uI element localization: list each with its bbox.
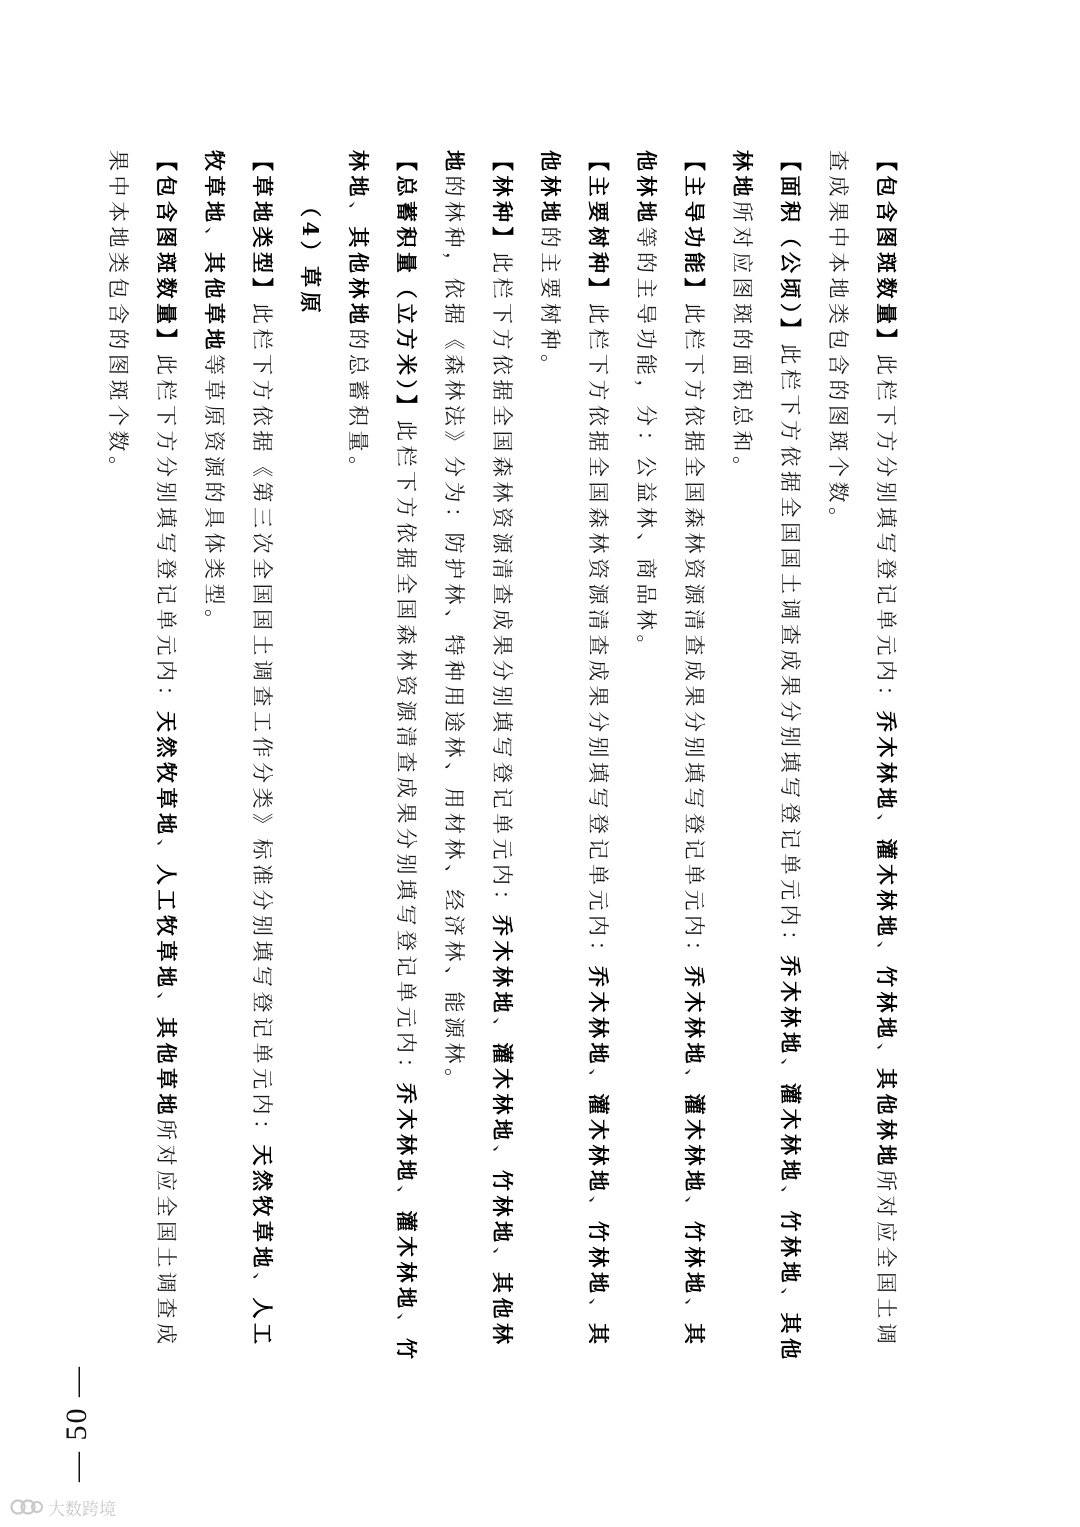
bold-term: 乔木林地 xyxy=(874,711,899,813)
text-run: 、 xyxy=(250,1272,274,1298)
bold-term: 其他草地 xyxy=(202,252,227,354)
text-run: 此栏下方依据全国国土调查成果分别填写登记单元内： xyxy=(778,343,802,956)
text-run: 、 xyxy=(490,1017,514,1043)
text-run: 此栏下方依据全国森林资源清查成果分别填写登记单元内： xyxy=(490,252,514,915)
paragraph xyxy=(430,150,526,1370)
text-run: 所对应全国土调查成果中本地类包含的图斑个数。 xyxy=(106,150,178,1349)
text-run: 、 xyxy=(874,940,898,966)
text-run: 、 xyxy=(682,1195,706,1221)
bold-term: 竹林地 xyxy=(682,1221,707,1298)
bold-term: 草地类型 xyxy=(250,175,275,278)
text-run: 、 xyxy=(682,1297,706,1323)
bold-term: 】 xyxy=(490,226,515,252)
bold-term: 乔木林地 xyxy=(586,966,611,1068)
text-run: 、 xyxy=(586,1195,610,1221)
text-run: 此栏下方依据全国森林资源清查成果分别填写登记单元内： xyxy=(394,420,418,1083)
paragraph xyxy=(814,150,910,1370)
bold-term: 【 xyxy=(874,150,899,176)
bold-term: 】 xyxy=(154,328,179,354)
bold-term: 灌木林地 xyxy=(586,1093,611,1196)
watermark-text: 大数跨境 xyxy=(48,1499,116,1520)
bold-term: 包含图斑数量 xyxy=(874,175,899,329)
document-body xyxy=(106,150,910,1370)
bold-term: 】 xyxy=(778,318,803,344)
bold-term: 总蓄积量（立方米） xyxy=(394,175,419,395)
bold-term: 灌木林地 xyxy=(778,1083,803,1185)
bold-term: 【 xyxy=(394,150,419,176)
text-run: 等草原资源的具体类型。 xyxy=(202,354,226,635)
text-run: 、 xyxy=(778,1287,802,1313)
bold-term: 乔木林地 xyxy=(778,955,803,1058)
text-run: 此栏下方分别填写登记单元内： xyxy=(874,354,898,711)
text-run: 、 xyxy=(778,1057,802,1083)
bold-term: 竹林地 xyxy=(874,966,899,1043)
paragraph xyxy=(718,150,814,1370)
text-run: 的总蓄积量。 xyxy=(346,328,370,482)
text-run: 所对应图斑的面积总和。 xyxy=(730,201,754,482)
watermark xyxy=(10,1494,116,1520)
text-run: 此栏下方依据《第三次全国国土调查工作分类》标准分别填写登记单元内： xyxy=(250,303,274,1145)
paragraph xyxy=(94,150,190,1370)
text-run: 的林种，依据《森林法》分为：防护林、特种用途林、用材林、经济林、能源林。 xyxy=(442,175,466,1094)
text-run: 、 xyxy=(490,1144,514,1170)
bold-term: 竹林地 xyxy=(490,1170,515,1247)
bold-term: 灌木林地 xyxy=(682,1093,707,1196)
text-run: 、 xyxy=(586,1297,610,1323)
paragraph xyxy=(334,150,430,1370)
text-run: 的主要树种。 xyxy=(538,226,562,380)
bold-term: 【 xyxy=(250,150,275,176)
bold-term: 天然牧草地 xyxy=(250,1144,275,1272)
text-run: 、 xyxy=(394,1312,418,1338)
bold-term: 其他林地 xyxy=(538,150,611,1349)
bold-term: 乔木林地 xyxy=(490,915,515,1017)
bold-term: 【 xyxy=(490,150,515,176)
paragraph xyxy=(526,150,622,1370)
bold-term: 灌木林地 xyxy=(490,1042,515,1145)
bold-term: 竹林地 xyxy=(586,1221,611,1298)
bold-term: 主要树种 xyxy=(586,175,611,278)
bold-term: 其他草地 xyxy=(154,1017,179,1119)
text-run: 此栏下方依据全国森林资源清查成果分别填写登记单元内： xyxy=(586,303,610,966)
text-run: 、 xyxy=(154,991,178,1017)
bold-term: （4）草原 xyxy=(298,196,323,318)
text-run: 、 xyxy=(682,1068,706,1094)
bold-term: 】 xyxy=(874,328,899,354)
bold-term: 面积（公顷） xyxy=(778,175,803,318)
bold-term: 】 xyxy=(394,394,419,420)
bold-term: 林种 xyxy=(490,175,515,227)
section-heading xyxy=(286,150,334,1370)
bold-term: 其他林地 xyxy=(634,150,707,1349)
text-run: 、 xyxy=(586,1068,610,1094)
bold-term: 灌木林地 xyxy=(874,838,899,941)
bold-term: 乔木林地 xyxy=(394,1083,419,1185)
text-run: 、 xyxy=(778,1185,802,1211)
bold-term: 竹林地 xyxy=(778,1210,803,1287)
bold-term: 其他林地 xyxy=(874,1068,899,1170)
paragraph xyxy=(190,150,286,1370)
watermark-logo-icon xyxy=(10,1496,44,1518)
page-number: — 50 — xyxy=(60,1365,93,1482)
bold-term: 竹林地 xyxy=(346,150,419,1364)
bold-term: 天然牧草地 xyxy=(154,711,179,839)
text-run: 、 xyxy=(394,1185,418,1211)
bold-term: 其他林地 xyxy=(442,150,515,1349)
bold-term: 】 xyxy=(586,277,611,303)
bold-term: 其他林地 xyxy=(730,150,803,1364)
bold-term: 【 xyxy=(778,150,803,176)
bold-term: 人工牧草地 xyxy=(154,864,179,992)
text-run: 所对应全国土调查成果中本地类包含的图斑个数。 xyxy=(826,150,898,1349)
text-run: 、 xyxy=(874,1042,898,1068)
paragraph xyxy=(622,150,718,1370)
bold-term: 主导功能 xyxy=(682,175,707,278)
bold-term: 包含图斑数量 xyxy=(154,175,179,329)
bold-term: 灌木林地 xyxy=(394,1210,419,1313)
text-run: 等的主导功能，分：公益林、商品林。 xyxy=(634,226,658,660)
text-run: 此栏下方依据全国森林资源清查成果分别填写登记单元内： xyxy=(682,303,706,966)
text-run: 、 xyxy=(874,813,898,839)
text-run: 、 xyxy=(490,1246,514,1272)
bold-term: 【 xyxy=(586,150,611,176)
text-run: 、 xyxy=(346,201,370,227)
bold-term: 人工牧草地 xyxy=(202,150,275,1349)
bold-term: 其他林地 xyxy=(346,226,371,329)
text-run: 此栏下方分别填写登记单元内： xyxy=(154,354,178,711)
bold-term: 乔木林地 xyxy=(682,966,707,1068)
bold-term: 【 xyxy=(154,150,179,176)
text-run: 、 xyxy=(202,226,226,252)
bold-term: 【 xyxy=(682,150,707,176)
bold-term: 】 xyxy=(682,277,707,303)
text-run: 、 xyxy=(154,838,178,864)
bold-term: 】 xyxy=(250,277,275,303)
